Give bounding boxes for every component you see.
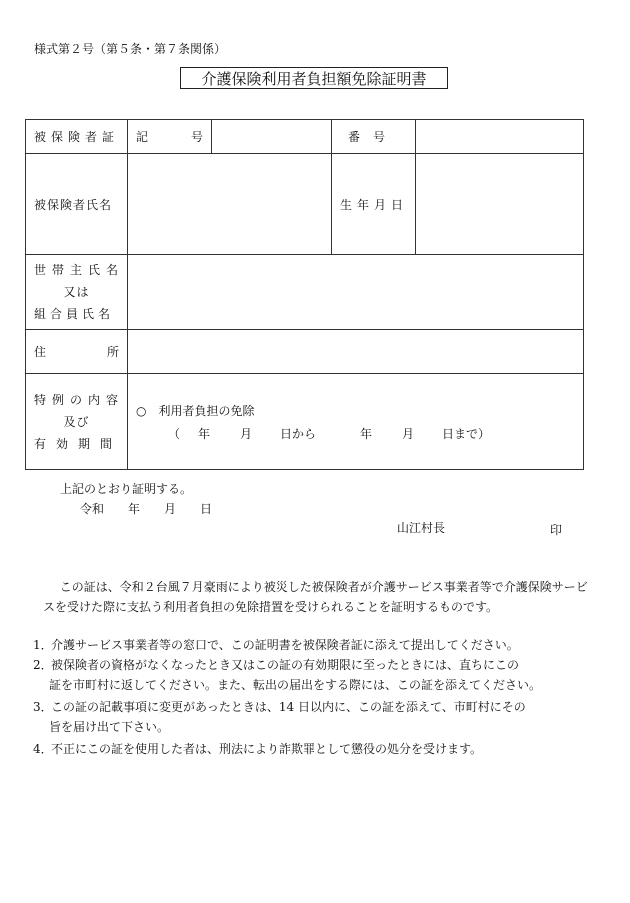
note-item-4 — [33, 739, 482, 759]
birth-date-label: 生年月日 — [332, 154, 416, 255]
household-head-label-line1: 世帯主氏名 — [34, 263, 125, 277]
kigo-field[interactable] — [212, 120, 332, 154]
to-day-label: 日まで） — [442, 426, 491, 441]
validity-period-line — [136, 425, 583, 442]
address-label — [26, 330, 128, 374]
household-head-label-line3: 組合員氏名 — [34, 307, 115, 321]
special-case-label — [26, 374, 128, 470]
document-title: 介護保険利用者負担額免除証明書 — [180, 67, 448, 89]
to-year-label: 年 — [360, 426, 373, 441]
bango-field[interactable] — [416, 120, 584, 154]
note-number: 3． — [33, 700, 53, 714]
note-text-cont: 証を市町村に返してください。また、転出の届出をする際には、この証を添えてください。 — [49, 678, 542, 692]
note-number: 4． — [33, 742, 53, 756]
certificate-form-table — [25, 119, 584, 470]
household-head-label-line2: 又は — [63, 285, 90, 299]
to-month-label: 月 — [402, 426, 415, 441]
special-case-label-line2: 及び — [63, 414, 90, 429]
certification-date: 令和 年 月 日 — [80, 502, 213, 516]
insured-name-field[interactable] — [128, 154, 332, 255]
kigo-label-2: 号 — [190, 130, 203, 144]
address-label-2: 所 — [106, 345, 119, 359]
note-text: この証の記載事項に変更があったときは、14 日以内に、この証を添えて、市町村にその — [51, 700, 526, 714]
special-case-label-line3: 有効期間 — [34, 436, 123, 451]
row-insured-cert — [26, 120, 584, 154]
address-label-1: 住 — [34, 345, 47, 359]
note-number: 1． — [33, 638, 53, 652]
household-head-field[interactable] — [128, 255, 584, 330]
special-case-content — [128, 374, 584, 470]
from-year-label: 年 — [198, 426, 211, 441]
note-text: 介護サービス事業者等の窓口で、この証明書を被保険者証に添えて提出してください。 — [51, 638, 519, 652]
note-item-1 — [33, 635, 519, 655]
note-number: 2． — [33, 658, 53, 672]
special-case-label-line1: 特例の内容 — [34, 392, 125, 407]
notes-intro: この証は、令和２台風７月豪雨により被災した被保険者が介護サービス事業者等で介護保険サービスを受けた際に支払う利用者負担の免除措置を受けられることを証明するものです。 — [43, 580, 588, 614]
insured-cert-label: 被保険者証 — [26, 120, 128, 154]
note-text-cont: 旨を届け出て下さい。 — [49, 720, 170, 734]
kigo-label-1: 記 — [136, 130, 149, 144]
note-text: 被保険者の資格がなくなったとき又はこの証の有効期限に至ったときには、直ちにこの — [51, 658, 520, 672]
issuer-name: 山江村長 — [397, 521, 446, 535]
from-day-label: 日から — [280, 426, 317, 441]
note-item-3 — [33, 697, 526, 737]
note-text: 不正にこの証を使用した者は、刑法により詐欺罪として懲役の処分を受けます。 — [51, 742, 483, 756]
row-address — [26, 330, 584, 374]
from-month-label: 月 — [240, 426, 253, 441]
seal-mark: 印 — [550, 523, 563, 537]
period-open: （ — [168, 426, 181, 441]
certification-statement: 上記のとおり証明する。 — [60, 482, 193, 496]
form-number-label: 様式第２号（第５条・第７条関係） — [34, 42, 227, 56]
exemption-line: ○ 利用者負担の免除 — [136, 403, 255, 418]
household-head-label — [26, 255, 128, 330]
birth-date-field[interactable] — [416, 154, 584, 255]
insured-name-label: 被保険者氏名 — [26, 154, 128, 255]
note-item-2 — [33, 655, 541, 695]
kigo-label — [128, 120, 212, 154]
bango-label-2: 号 — [372, 130, 385, 144]
row-household-head — [26, 255, 584, 330]
bango-label-1: 番 — [348, 130, 361, 144]
address-field[interactable] — [128, 330, 584, 374]
bango-label — [332, 120, 416, 154]
row-special-case — [26, 374, 584, 470]
row-insured-name — [26, 154, 584, 255]
